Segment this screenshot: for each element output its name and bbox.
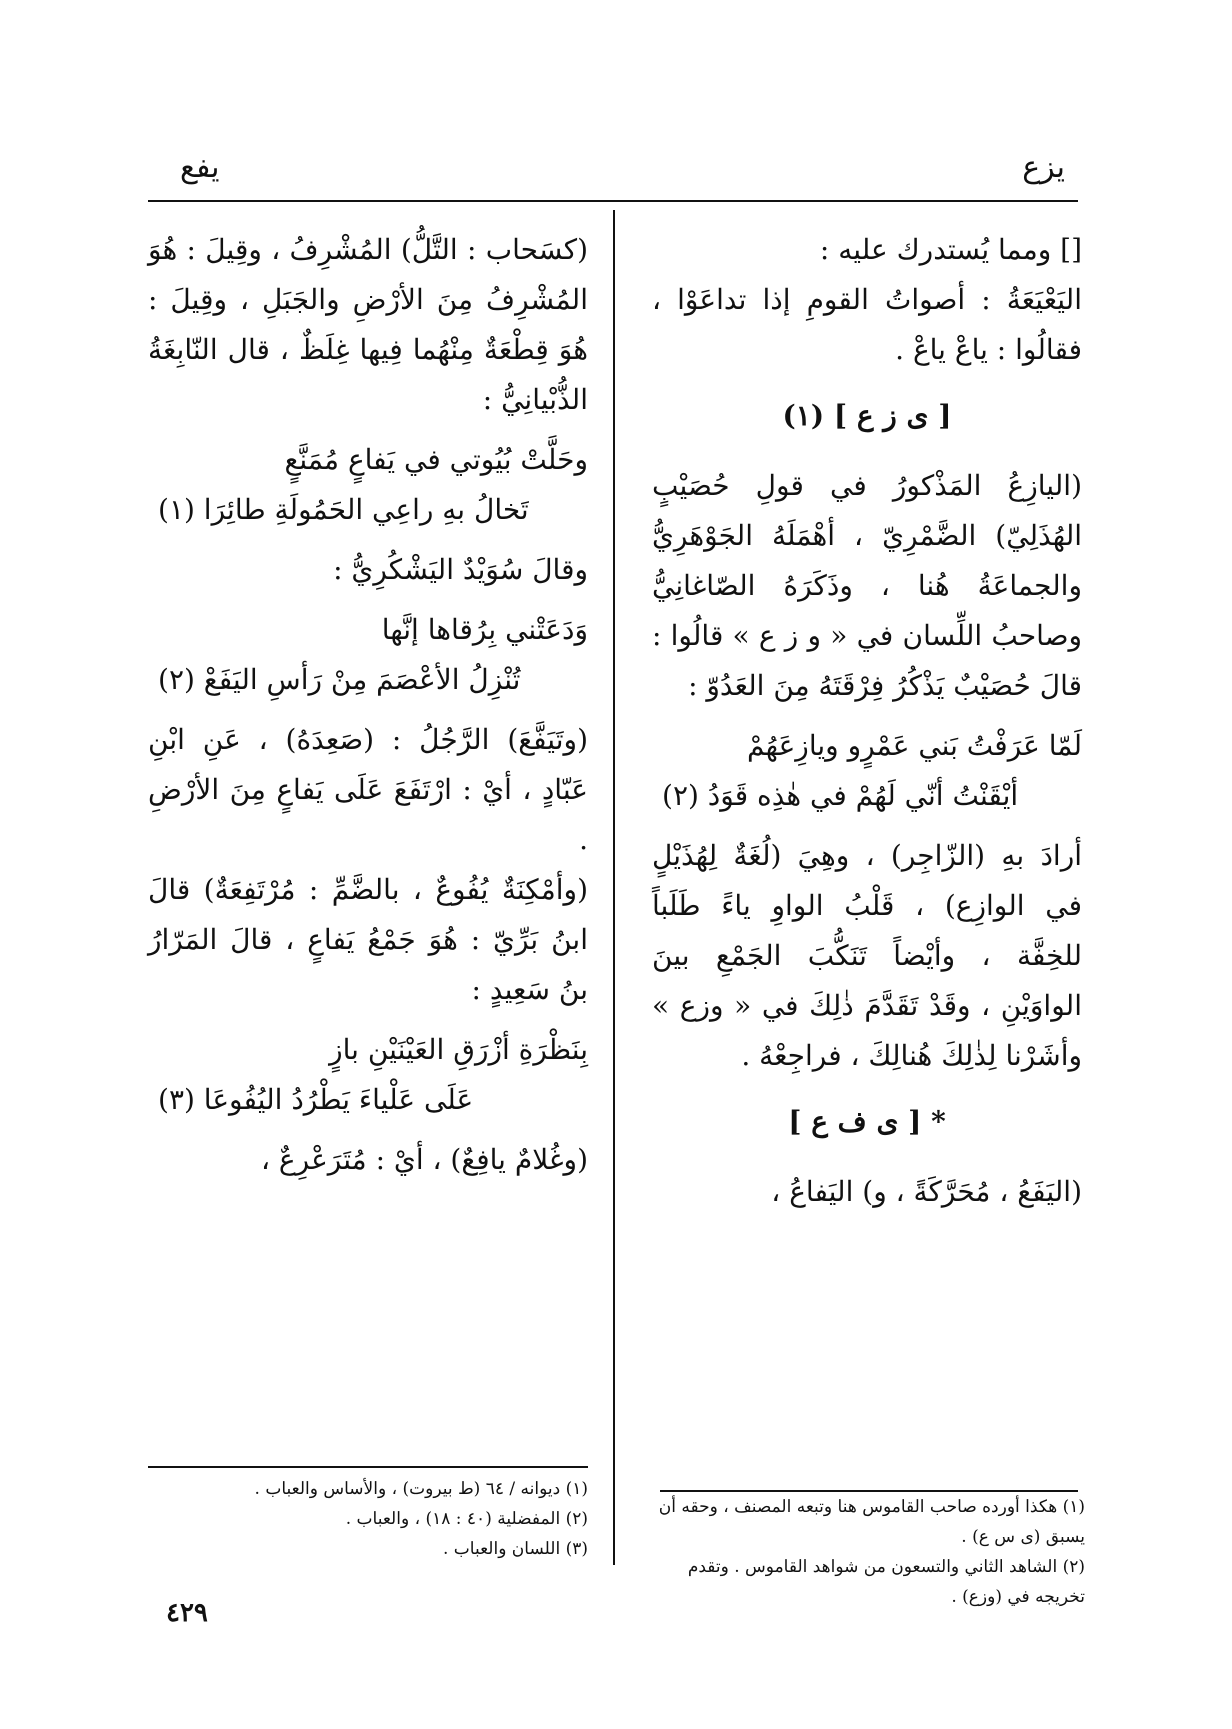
footnote-item: (١) ديوانه / ٦٤ (ط بيروت) ، والأساس والعباب . (254, 1479, 588, 1499)
right-para-2: اليَعْيَعَةُ : أصواتُ القومِ إذا تداعَوْا ، فقالُوا : ياعْ ياعْ . (652, 283, 1082, 366)
header-rule (148, 200, 1078, 202)
footnote-item: (٣) اللسان والعباب . (442, 1539, 588, 1559)
left-verse-3 (148, 1025, 588, 1125)
left-para-4: (وأمْكِنَةٌ يُفُوعٌ ، بالضَّمِّ : مُرْتَفِعَةٌ) قالَ ابنُ بَرِّيّ : هُوَ جَمْعُ يَفاعٍ ، قالَ المَرّارُ بنُ سَعِيدٍ : (148, 873, 588, 1006)
entry-heading-yf: * [ ى ف ع ] (788, 1105, 946, 1138)
page-number: ٤٢٩ (166, 1598, 208, 1628)
footnote-item: (١) هكذا أورده صاحب القاموس هنا وتبعه المصنف ، وحقه أن يسبق (ى س ع) . (658, 1497, 1085, 1547)
running-head-left: يفع (180, 150, 220, 185)
running-head-right: يزع (1022, 150, 1065, 185)
footnote-item: (٢) المفضلية (٤٠ : ١٨) ، والعباب . (345, 1509, 588, 1529)
footnote-item: (٢) الشاهد الثاني والتسعون من شواهد القاموس . وتقدم تخريجه في (وزع) . (687, 1557, 1085, 1607)
verse-hemistich-2: تُنْزِلُ الأعْصَمَ مِنْ رَأسِ اليَفَعْ (٢) (158, 663, 521, 696)
entry-heading-yz: [ ى ز ع ] (١) (782, 399, 952, 432)
left-para-5: (وغُلامٌ يافِعٌ) ، أيْ : مُتَرَعْرِعٌ ، (260, 1143, 588, 1176)
left-para-1: (كسَحاب : التَّلُّ) المُشْرِفُ ، وقِيلَ : هُوَ المُشْرِفُ مِنَ الأرْضِ والجَبَلِ ، وقِيلَ : هُوَ قِطْعَةٌ مِنْهُما فِيها غِلَظٌ ، قال النّابِغَةُ الذُّبْيانِيُّ : (148, 233, 588, 416)
verse-hemistich-2: تَخالُ بهِ راعِي الحَمُولَةِ طائِرَا (١) (158, 493, 529, 526)
right-column (652, 225, 1082, 1217)
footnote-rule-left (148, 1466, 588, 1468)
left-para-2: وقالَ سُوَيْدٌ اليَشْكُرِيُّ : (333, 553, 588, 586)
right-para-3: (اليازِعُ المَذْكورُ في قولِ حُصَيْبٍ الهُذَلِيّ) الضَّمْرِيّ ، أهْمَلَهُ الجَوْهَرِيُّ والجماعَةُ هُنا ، وذَكَرَهُ الصّاغانِيُّ وصاحبُ اللِّسان في « و ز ع » قالُوا : قالَ حُصَيْبٌ يَذْكُرُ فِرْقَتَهُ مِنَ العَدُوّ : (652, 469, 1082, 702)
column-divider (613, 210, 615, 1565)
right-verse-1 (652, 721, 1082, 821)
right-para-4: أرادَ بهِ (الزّاجِر) ، وهِيَ (لُغَةٌ لِهُذَيْلٍ في الوازِع) ، قَلْبُ الواوِ ياءً طَلَباً للخِفَّة ، وأيْضاً تَنَكُّبَ الجَمْعِ بينَ الواوَيْنِ ، وقَدْ تَقَدَّمَ ذٰلِكَ في « وزع » وأشَرْنا لِذٰلِكَ هُنالِكَ ، فراجِعْهُ . (652, 839, 1082, 1072)
verse-hemistich-1: بِنَظْرَةِ أزْرَقِ العَيْنَيْنِ بازٍ (329, 1033, 588, 1066)
footnotes-right (655, 1492, 1085, 1612)
left-verse-2 (148, 605, 588, 705)
verse-hemistich-1: لَمّا عَرَفْتُ بَني عَمْرٍو ويازِعَهُمْ (747, 729, 1082, 762)
left-para-3: (وتَيَفَّعَ) الرَّجُلُ : (صَعِدَهُ) ، عَنِ ابْنِ عَبّادٍ ، أيْ : ارْتَفَعَ عَلَى يَفاعٍ مِنَ الأرْضِ . (148, 723, 588, 856)
left-column (148, 225, 588, 1185)
footnotes-left (148, 1474, 588, 1564)
verse-hemistich-2: أيْقَنْتُ أنّي لَهُمْ في هٰذِه قَوَدُ (٢) (662, 779, 1019, 812)
right-para-5: (اليَفَعُ ، مُحَرَّكَةً ، و) اليَفاعُ ، (771, 1175, 1082, 1208)
verse-hemistich-1: وَدَعَتْني بِرُقاها إنَّها (381, 613, 588, 646)
verse-hemistich-2: عَلَى عَلْياءَ يَطْرُدُ اليُفُوعَا (٣) (158, 1083, 474, 1116)
verse-hemistich-1: وحَلَّتْ بُيُوتي في يَفاعٍ مُمَنَّعٍ (284, 443, 588, 476)
right-para-1: [] ومما يُستدرك عليه : (819, 233, 1082, 266)
left-verse-1 (148, 435, 588, 535)
